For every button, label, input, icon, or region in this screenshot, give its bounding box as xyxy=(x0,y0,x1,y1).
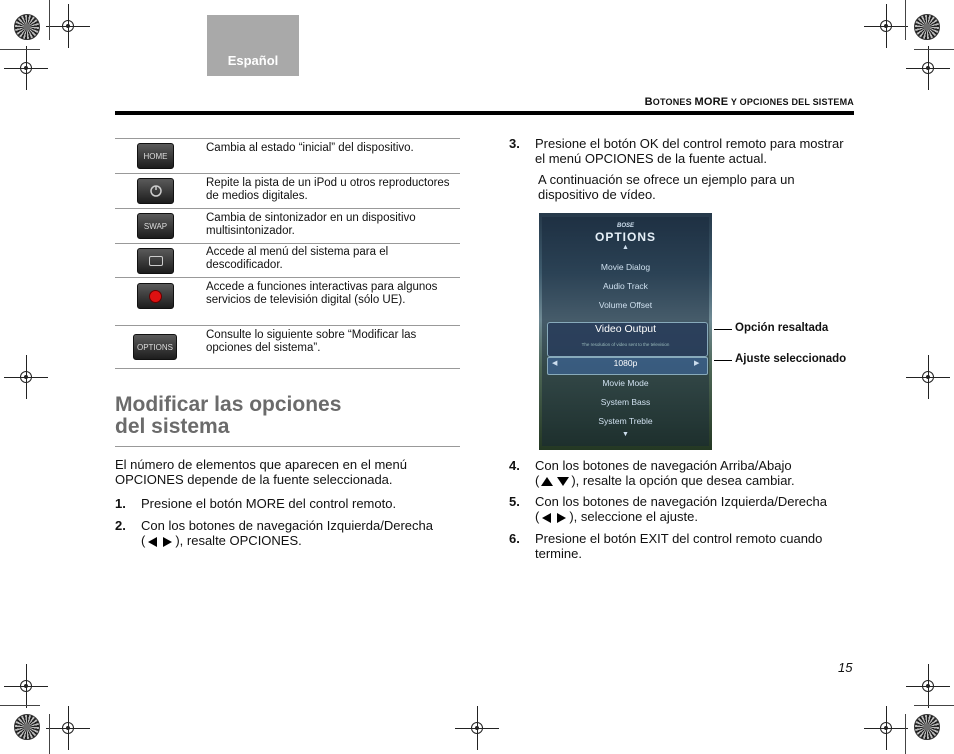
trim-mark xyxy=(0,705,40,706)
setting-right-arrow-icon: ▶ xyxy=(694,360,700,367)
trim-mark xyxy=(914,705,954,706)
callout-selected: Ajuste seleccionado xyxy=(735,353,847,365)
step-text-part: ), resalte OPCIONES. xyxy=(175,533,302,548)
menu-item: System Treble xyxy=(598,416,653,426)
table-row-description: Accede a funciones interactivas para algunos servicios de televisión digital (sólo UE). xyxy=(206,281,438,306)
table-divider xyxy=(115,277,460,278)
color-bar-rosette-icon xyxy=(914,14,940,40)
selected-setting-value: 1080p xyxy=(613,358,638,368)
table-divider xyxy=(115,173,460,174)
step-text-part: Con los botones de navegación Izquierda/Derecha xyxy=(141,518,433,533)
left-arrow-icon xyxy=(148,537,157,547)
trim-mark xyxy=(905,0,906,40)
menu-title: OPTIONS xyxy=(594,230,656,244)
trim-mark xyxy=(49,0,50,40)
table-divider xyxy=(115,325,460,326)
callout-line xyxy=(714,360,732,361)
menu-item: Movie Mode xyxy=(602,378,649,388)
step-number: 5. xyxy=(509,494,520,509)
highlighted-option-label: Video Output xyxy=(594,323,657,335)
red-button-icon xyxy=(137,283,174,309)
right-arrow-icon xyxy=(557,513,566,523)
table-row-description: Accede al menú del sistema para el descodificador. xyxy=(206,246,389,271)
menu-item: System Bass xyxy=(600,397,651,407)
header-more: MORE xyxy=(694,96,729,108)
scroll-up-icon: ▲ xyxy=(622,244,629,251)
section-intro: El número de elementos que aparecen en el menú OPCIONES depende de la fuente seleccionada. xyxy=(115,457,407,487)
header-rule xyxy=(115,111,854,115)
home-button-icon xyxy=(137,143,174,169)
step-text: Con los botones de navegación Izquierda/Derecha ( ), resalte OPCIONES. xyxy=(141,518,433,548)
table-divider xyxy=(115,208,460,209)
step-number: 2. xyxy=(115,518,126,533)
page-number: 15 xyxy=(838,660,853,675)
highlighted-option-description: The resolution of video sent to the television xyxy=(581,342,670,347)
table-row-description: Cambia de sintonizador en un dispositivo multisintonizador. xyxy=(206,212,416,237)
button-label: SWAP xyxy=(143,221,168,231)
step-number: 3. xyxy=(509,136,520,151)
menu-button-icon xyxy=(137,248,174,274)
button-label: OPTIONS xyxy=(136,342,173,352)
color-bar-rosette-icon xyxy=(14,714,40,740)
step-number: 4. xyxy=(509,458,520,473)
right-arrow-icon xyxy=(163,537,172,547)
menu-item: Movie Dialog xyxy=(600,262,651,272)
button-label: HOME xyxy=(143,151,168,161)
section-title-line: del sistema xyxy=(115,415,230,438)
callout-line xyxy=(714,329,732,330)
scroll-down-icon: ▼ xyxy=(622,431,629,438)
step-text: Presione el botón OK del control remoto para mostrar el menú OPCIONES de la fuente actual. xyxy=(535,136,844,166)
options-menu-screenshot xyxy=(539,213,712,450)
step-text-part: Con los botones de navegación Izquierda/Derecha xyxy=(535,494,827,509)
left-arrow-icon xyxy=(542,513,551,523)
table-divider xyxy=(115,243,460,244)
step-number: 6. xyxy=(509,531,520,546)
swap-button-icon xyxy=(137,213,174,239)
section-title xyxy=(115,394,455,438)
callout-highlighted: Opción resaltada xyxy=(735,322,829,334)
setting-left-arrow-icon: ◀ xyxy=(552,360,558,367)
step-text: Con los botones de navegación Izquierda/Derecha ( ), seleccione el ajuste. xyxy=(535,494,827,524)
trim-mark xyxy=(914,49,954,50)
step-text-part: ), resalte la opción que desea cambiar. xyxy=(571,473,795,488)
color-bar-rosette-icon xyxy=(14,14,40,40)
step-text: Presione el botón MORE del control remoto. xyxy=(141,496,397,511)
table-row-description: Cambia al estado “inicial” del dispositivo. xyxy=(206,142,414,154)
trim-mark xyxy=(49,714,50,754)
step-text: Con los botones de navegación Arriba/Abajo ( ), resalte la opción que desea cambiar. xyxy=(535,458,795,488)
header-part-1: OTONES xyxy=(652,97,695,107)
trim-mark xyxy=(0,49,40,50)
table-divider xyxy=(115,138,460,139)
running-header xyxy=(645,96,854,108)
up-arrow-icon xyxy=(541,477,553,486)
step-number: 1. xyxy=(115,496,126,511)
menu-item: Audio Track xyxy=(603,281,648,291)
color-bar-rosette-icon xyxy=(914,714,940,740)
trim-mark xyxy=(905,714,906,754)
down-arrow-icon xyxy=(557,477,569,486)
step-text: Presione el botón EXIT del control remoto cuando termine. xyxy=(535,531,823,561)
options-menu xyxy=(542,217,709,446)
header-prefix: B xyxy=(644,96,653,108)
step-text-part: ), seleccione el ajuste. xyxy=(569,509,698,524)
replay-button-icon xyxy=(137,178,174,204)
table-row-description: Consulte lo siguiente sobre “Modificar las opciones del sistema”. xyxy=(206,329,417,354)
step-text-part: Con los botones de navegación Arriba/Abajo xyxy=(535,458,792,473)
step-note: A continuación se ofrece un ejemplo para un dispositivo de vídeo. xyxy=(538,172,795,202)
language-tab xyxy=(207,15,299,76)
section-rule xyxy=(115,446,460,447)
section-title-line: Modificar las opciones xyxy=(115,393,342,416)
table-row-description: Repite la pista de un iPod u otros reproductores de medios digitales. xyxy=(206,177,450,202)
options-button-icon xyxy=(133,334,177,360)
table-divider xyxy=(115,368,460,369)
header-part-2: Y OPCIONES DEL SISTEMA xyxy=(728,97,854,107)
menu-item: Volume Offset xyxy=(598,300,653,310)
brand-logo: BOSE xyxy=(616,223,634,229)
language-tab-label: Español xyxy=(227,53,279,68)
